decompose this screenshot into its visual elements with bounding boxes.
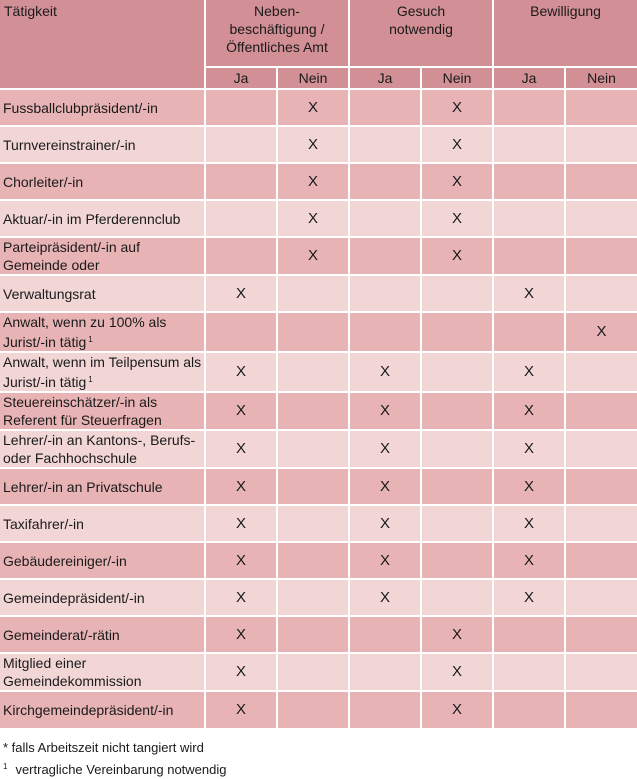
cell-approval-yes: [493, 163, 565, 200]
activity-label: [0, 653, 205, 691]
cell-request-yes: [349, 275, 421, 312]
header-sub-empty: [0, 67, 205, 89]
table-row: [0, 579, 637, 616]
activity-label: [0, 89, 205, 126]
cell-request-yes: X: [349, 542, 421, 579]
cell-approval-no: [565, 275, 637, 312]
cell-request-no: X: [421, 126, 493, 163]
cell-secondary-no: [277, 352, 349, 392]
cell-secondary-no: [277, 505, 349, 542]
cell-approval-yes: X: [493, 542, 565, 579]
cell-approval-no: [565, 163, 637, 200]
cell-secondary-no: X: [277, 200, 349, 237]
cell-approval-no: [565, 579, 637, 616]
cell-secondary-yes: X: [205, 392, 277, 430]
activity-label: [0, 200, 205, 237]
cell-approval-yes: [493, 200, 565, 237]
header-sub-no: Nein: [421, 67, 493, 89]
header-sub-no: Nein: [277, 67, 349, 89]
cell-secondary-yes: X: [205, 275, 277, 312]
cell-approval-yes: X: [493, 392, 565, 430]
cell-secondary-yes: [205, 163, 277, 200]
activity-label: [0, 616, 205, 653]
table-row: [0, 275, 637, 312]
cell-request-no: [421, 468, 493, 505]
cell-request-yes: X: [349, 468, 421, 505]
activity-label-text: Gebäudereiniger/-in: [3, 552, 127, 569]
header-sub-yes: Ja: [349, 67, 421, 89]
header-sub-yes: Ja: [205, 67, 277, 89]
cell-request-yes: [349, 200, 421, 237]
cell-approval-yes: [493, 691, 565, 728]
footnote-ref: 1: [88, 375, 93, 384]
footnote-star: * falls Arbeitszeit nicht tangiert wird: [3, 740, 204, 755]
table-row: [0, 237, 637, 275]
header-group-secondary-employment: Neben- beschäftigung / Öffentliches Amt: [205, 0, 349, 67]
cell-approval-yes: X: [493, 430, 565, 468]
header-group-request-required: Gesuch notwendig: [349, 0, 493, 67]
cell-secondary-no: [277, 579, 349, 616]
activity-label: [0, 505, 205, 542]
cell-secondary-yes: X: [205, 691, 277, 728]
cell-request-no: X: [421, 89, 493, 126]
cell-request-yes: X: [349, 392, 421, 430]
activity-label: [0, 352, 205, 392]
activity-label-text: Chorleiter/-in: [3, 173, 84, 190]
cell-secondary-no: [277, 691, 349, 728]
header-activity: Tätigkeit: [0, 0, 205, 67]
activity-label: [0, 392, 205, 430]
table-row: [0, 312, 637, 352]
activity-label-text: Gemeinderat/-rätin: [3, 626, 120, 643]
cell-secondary-no: [277, 275, 349, 312]
cell-request-no: [421, 579, 493, 616]
cell-secondary-yes: X: [205, 468, 277, 505]
activity-label: [0, 468, 205, 505]
cell-request-yes: [349, 691, 421, 728]
activity-label: [0, 691, 205, 728]
footnote-one-mark: 1: [3, 762, 8, 771]
cell-approval-no: [565, 126, 637, 163]
table-body: [0, 89, 637, 728]
cell-secondary-no: [277, 312, 349, 352]
cell-request-no: X: [421, 237, 493, 275]
cell-secondary-no: X: [277, 126, 349, 163]
activity-label-text: Lehrer/-in an Kantons-, Berufs- oder Fachhochschule: [3, 432, 196, 466]
activity-label-text: Gemeindepräsident/-in: [3, 589, 145, 606]
activity-label: [0, 430, 205, 468]
table-row: [0, 352, 637, 392]
activity-label-text: Aktuar/-in im Pferderennclub: [3, 210, 181, 227]
cell-request-no: [421, 392, 493, 430]
cell-request-yes: [349, 126, 421, 163]
cell-secondary-no: [277, 542, 349, 579]
cell-request-no: [421, 542, 493, 579]
cell-approval-yes: [493, 653, 565, 691]
table-row: [0, 691, 637, 728]
cell-approval-yes: X: [493, 275, 565, 312]
header-group-approval: Bewilligung: [493, 0, 637, 67]
cell-secondary-no: X: [277, 89, 349, 126]
cell-request-no: X: [421, 691, 493, 728]
cell-approval-no: [565, 237, 637, 275]
cell-request-no: X: [421, 200, 493, 237]
cell-approval-yes: X: [493, 352, 565, 392]
activity-label-text: Mitglied einer Gemeindekommission: [3, 655, 142, 689]
cell-request-no: [421, 505, 493, 542]
cell-approval-yes: X: [493, 505, 565, 542]
cell-request-no: [421, 352, 493, 392]
table-row: [0, 163, 637, 200]
cell-approval-yes: X: [493, 468, 565, 505]
table-row: [0, 126, 637, 163]
footnote-ref: 1: [88, 335, 93, 344]
activity-label: [0, 237, 205, 275]
activity-label-text: Anwalt, wenn im Teilpensum als Jurist/-in tätig: [3, 354, 202, 390]
cell-secondary-no: X: [277, 163, 349, 200]
cell-secondary-yes: X: [205, 579, 277, 616]
cell-request-no: [421, 430, 493, 468]
activity-label: [0, 579, 205, 616]
cell-approval-no: [565, 89, 637, 126]
table-row: [0, 392, 637, 430]
activity-label: [0, 312, 205, 352]
activity-label-text: Steuereinschätzer/-in als Referent für Steuerfragen: [3, 394, 162, 428]
cell-approval-yes: [493, 126, 565, 163]
cell-approval-no: [565, 616, 637, 653]
cell-approval-no: [565, 505, 637, 542]
cell-secondary-no: [277, 468, 349, 505]
cell-approval-yes: [493, 312, 565, 352]
table-row: [0, 653, 637, 691]
cell-request-no: X: [421, 653, 493, 691]
table-row: [0, 200, 637, 237]
cell-approval-no: [565, 392, 637, 430]
cell-approval-no: X: [565, 312, 637, 352]
cell-secondary-yes: [205, 312, 277, 352]
footnote-one-text: vertragliche Vereinbarung notwendig: [15, 762, 227, 777]
cell-request-yes: X: [349, 505, 421, 542]
cell-approval-yes: [493, 237, 565, 275]
cell-request-yes: X: [349, 352, 421, 392]
cell-request-yes: X: [349, 579, 421, 616]
activity-label-text: Turnvereinstrainer/-in: [3, 136, 136, 153]
cell-secondary-yes: X: [205, 653, 277, 691]
cell-request-yes: [349, 312, 421, 352]
cell-approval-no: [565, 430, 637, 468]
cell-secondary-yes: X: [205, 352, 277, 392]
activity-label-text: Kirchgemeindepräsident/-in: [3, 702, 174, 718]
table-row: [0, 89, 637, 126]
table-row: [0, 542, 637, 579]
table-row: [0, 616, 637, 653]
activity-label: [0, 542, 205, 579]
activity-label-text: Taxifahrer/-in: [3, 515, 84, 532]
cell-request-no: X: [421, 616, 493, 653]
cell-request-yes: [349, 616, 421, 653]
activity-label-text: Fussballclubpräsident/-in: [3, 99, 158, 116]
cell-secondary-yes: X: [205, 616, 277, 653]
cell-secondary-yes: X: [205, 430, 277, 468]
header-sub-no: Nein: [565, 67, 637, 89]
activity-label-text: Lehrer/-in an Privatschule: [3, 478, 163, 495]
cell-approval-no: [565, 691, 637, 728]
cell-approval-no: [565, 653, 637, 691]
table-row: [0, 468, 637, 505]
cell-request-yes: X: [349, 430, 421, 468]
cell-secondary-yes: [205, 200, 277, 237]
cell-request-no: X: [421, 163, 493, 200]
cell-secondary-yes: [205, 89, 277, 126]
cell-secondary-no: [277, 430, 349, 468]
cell-secondary-no: [277, 653, 349, 691]
activity-label-text: Anwalt, wenn zu 100% als Jurist/-in tätig: [3, 314, 167, 350]
cell-request-yes: [349, 653, 421, 691]
cell-secondary-no: [277, 392, 349, 430]
cell-approval-yes: [493, 616, 565, 653]
cell-approval-no: [565, 468, 637, 505]
cell-approval-yes: X: [493, 579, 565, 616]
cell-approval-no: [565, 200, 637, 237]
activity-label: [0, 126, 205, 163]
cell-approval-no: [565, 352, 637, 392]
cell-request-no: [421, 275, 493, 312]
cell-secondary-yes: X: [205, 505, 277, 542]
activity-label-text: Parteipräsident/-in auf Gemeinde oder: [3, 239, 140, 273]
cell-secondary-yes: X: [205, 542, 277, 579]
cell-approval-yes: [493, 89, 565, 126]
header-sub-yes: Ja: [493, 67, 565, 89]
activity-label: [0, 163, 205, 200]
footnote-one: [3, 757, 226, 779]
cell-approval-no: [565, 542, 637, 579]
cell-secondary-yes: [205, 237, 277, 275]
table-row: [0, 430, 637, 468]
cell-secondary-no: [277, 616, 349, 653]
cell-request-yes: [349, 237, 421, 275]
cell-secondary-yes: [205, 126, 277, 163]
cell-request-yes: [349, 89, 421, 126]
table-row: [0, 505, 637, 542]
activity-label-text: Verwaltungsrat: [3, 285, 96, 302]
activity-label: [0, 275, 205, 312]
cell-request-no: [421, 312, 493, 352]
cell-request-yes: [349, 163, 421, 200]
cell-secondary-no: X: [277, 237, 349, 275]
